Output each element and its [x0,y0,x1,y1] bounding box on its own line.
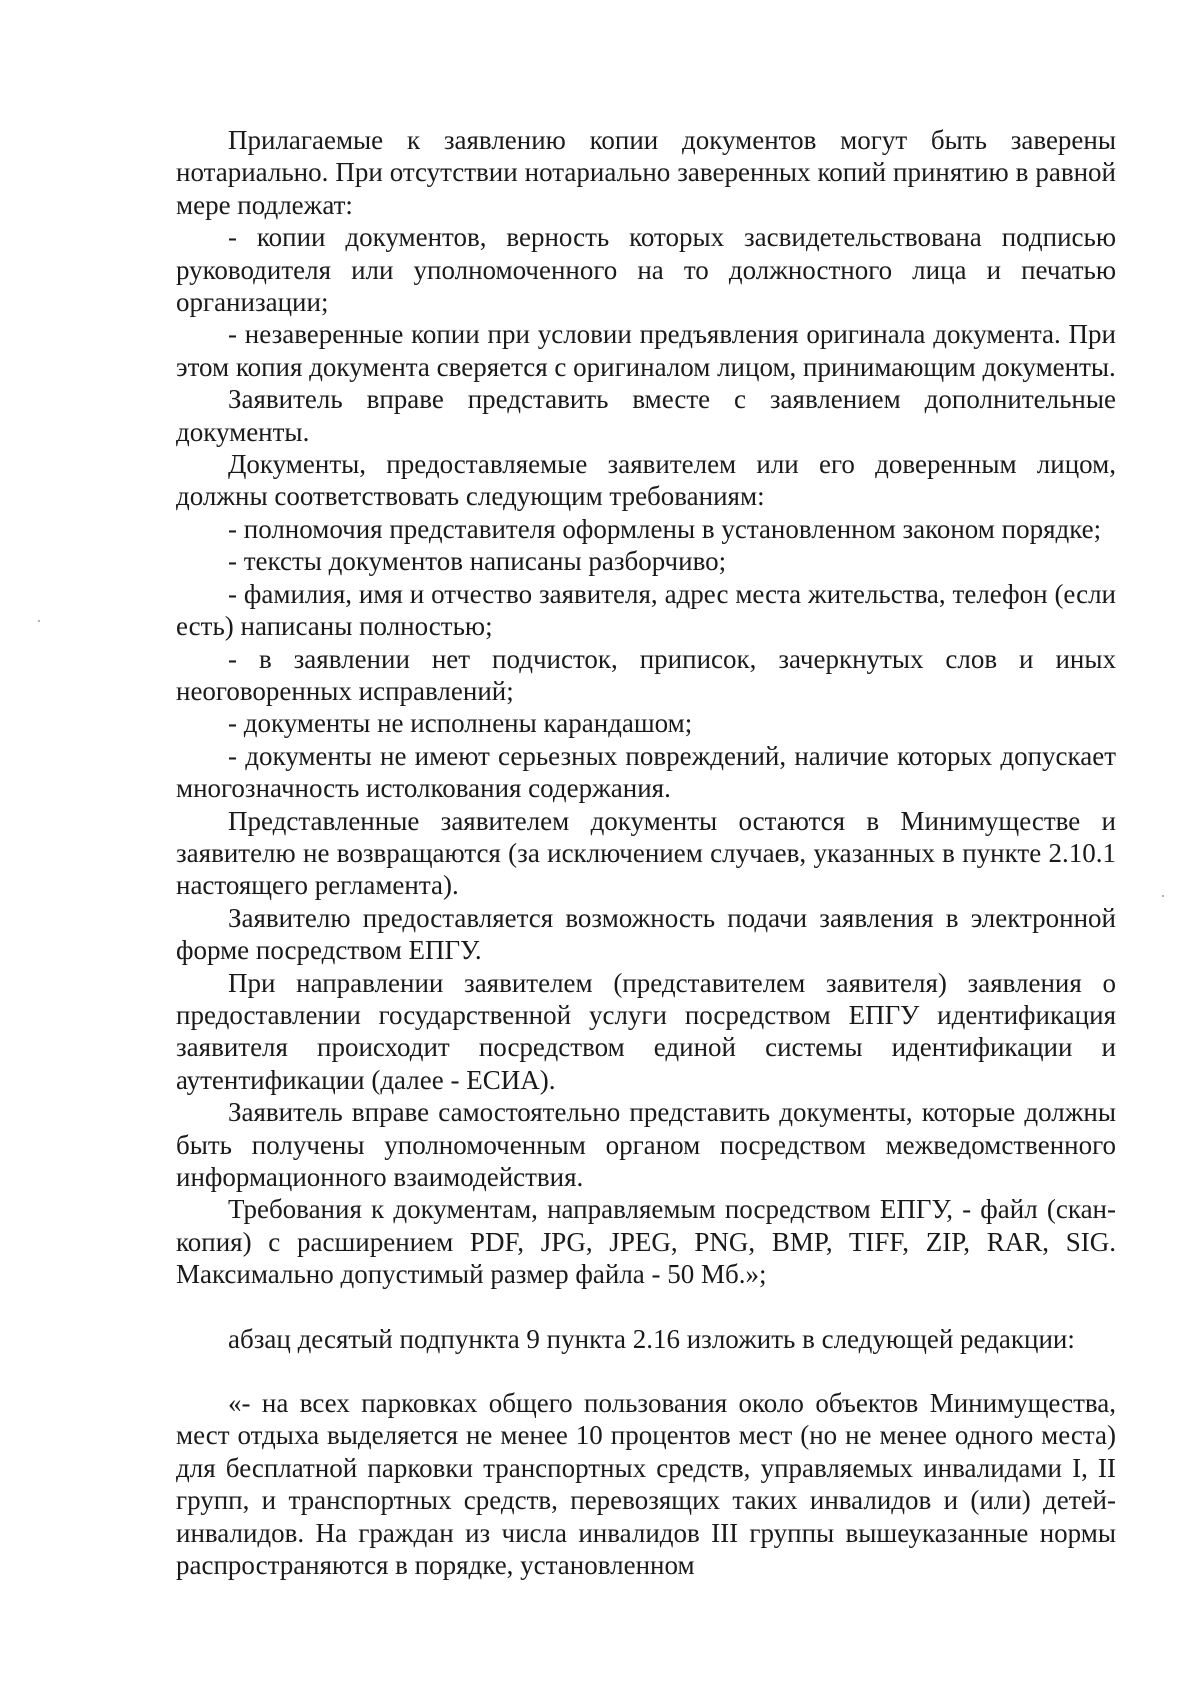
paragraph-amendment-instruction: абзац десятый подпункта 9 пункта 2.16 изложить в следующей редакции: [228,1323,1075,1354]
paragraph-file-requirements: Требования к документам, направляемым посредством ЕПГУ, - файл (скан-копия) с расширением PDF, JPG, JPEG, PNG, BMP, TIFF, ZIP, RAR, SIG. Максимально допустимый размер файла - 50 Мб.»; [176,1194,1116,1290]
requirement-authority: - полномочия представителя оформлены в установленном законом порядке; [228,513,1102,544]
requirement-no-corrections: - в заявлении нет подчисток, приписок, зачеркнутых слов и иных неоговоренных исправлений; [176,643,1116,706]
paragraph-interagency-documents: Заявитель вправе самостоятельно представить документы, которые должны быть получены уполномоченным органом посредством межведомственного информационного взаимодействия. [176,1097,1116,1192]
scan-speck-right [1162,895,1164,897]
requirement-legible: - тексты документов написаны разборчиво; [228,546,727,577]
paragraph-documents-retained: Представленные заявителем документы остаются в Минимуществе и заявителю не возвращаются (за исключением случаев, указанных в пункте 2.10.1 настоящего регламента). [176,805,1116,901]
requirement-not-pencil: - документы не исполнены карандашом; [228,708,693,739]
paragraph-copies-unverified: - незаверенные копии при условии предъявления оригинала документа. При этом копия документа сверяется с оригиналом лицом, принимающим документы. [176,319,1116,382]
paragraph-additional-documents: Заявитель вправе представить вместе с заявлением дополнительные документы. [176,384,1116,447]
scan-speck-left [38,620,40,622]
paragraph-requirements-intro: Документы, предоставляемые заявителем или его доверенным лицом, должны соответствовать следующим требованиям: [176,449,1116,512]
document-body [176,124,1116,1581]
requirement-no-damage: - документы не имеют серьезных повреждений, наличие которых допускает многозначность истолкования содержания. [176,740,1116,804]
paragraph-copies-notarized: Прилагаемые к заявлению копии документов могут быть заверены нотариально. При отсутствии нотариально заверенных копий принятию в равной мере подлежат: [176,125,1116,220]
requirement-full-name: - фамилия, имя и отчество заявителя, адрес места жительства, телефон (если есть) написаны полностью; [176,578,1116,642]
paragraph-copies-signed: - копии документов, верность которых засвидетельствована подписью руководителя или уполномоченного на то должностного лица и печатью организации; [176,222,1116,318]
paragraph-parking-quote: «- на всех парковках общего пользования около объектов Минимущества, мест отдыха выделяется не менее 10 процентов мест (но не менее одного места) для бесплатной парковки транспортных средств, управляемых инвалидами I, II групп, и транспортных средств, перевозящих таких инвалидов и (или) детей-инвалидов. На граждан из числа инвалидов III группы вышеуказанные нормы распространяются в порядке, установленном [176,1388,1116,1581]
paragraph-esia-identification: При направлении заявителем (представителем заявителя) заявления о предоставлении государственной услуги посредством ЕПГУ идентификация заявителя происходит посредством единой системы идентификации и аутентификации (далее - ЕСИА). [176,967,1116,1095]
paragraph-electronic-submission: Заявителю предоставляется возможность подачи заявления в электронной форме посредством ЕПГУ. [176,902,1116,966]
